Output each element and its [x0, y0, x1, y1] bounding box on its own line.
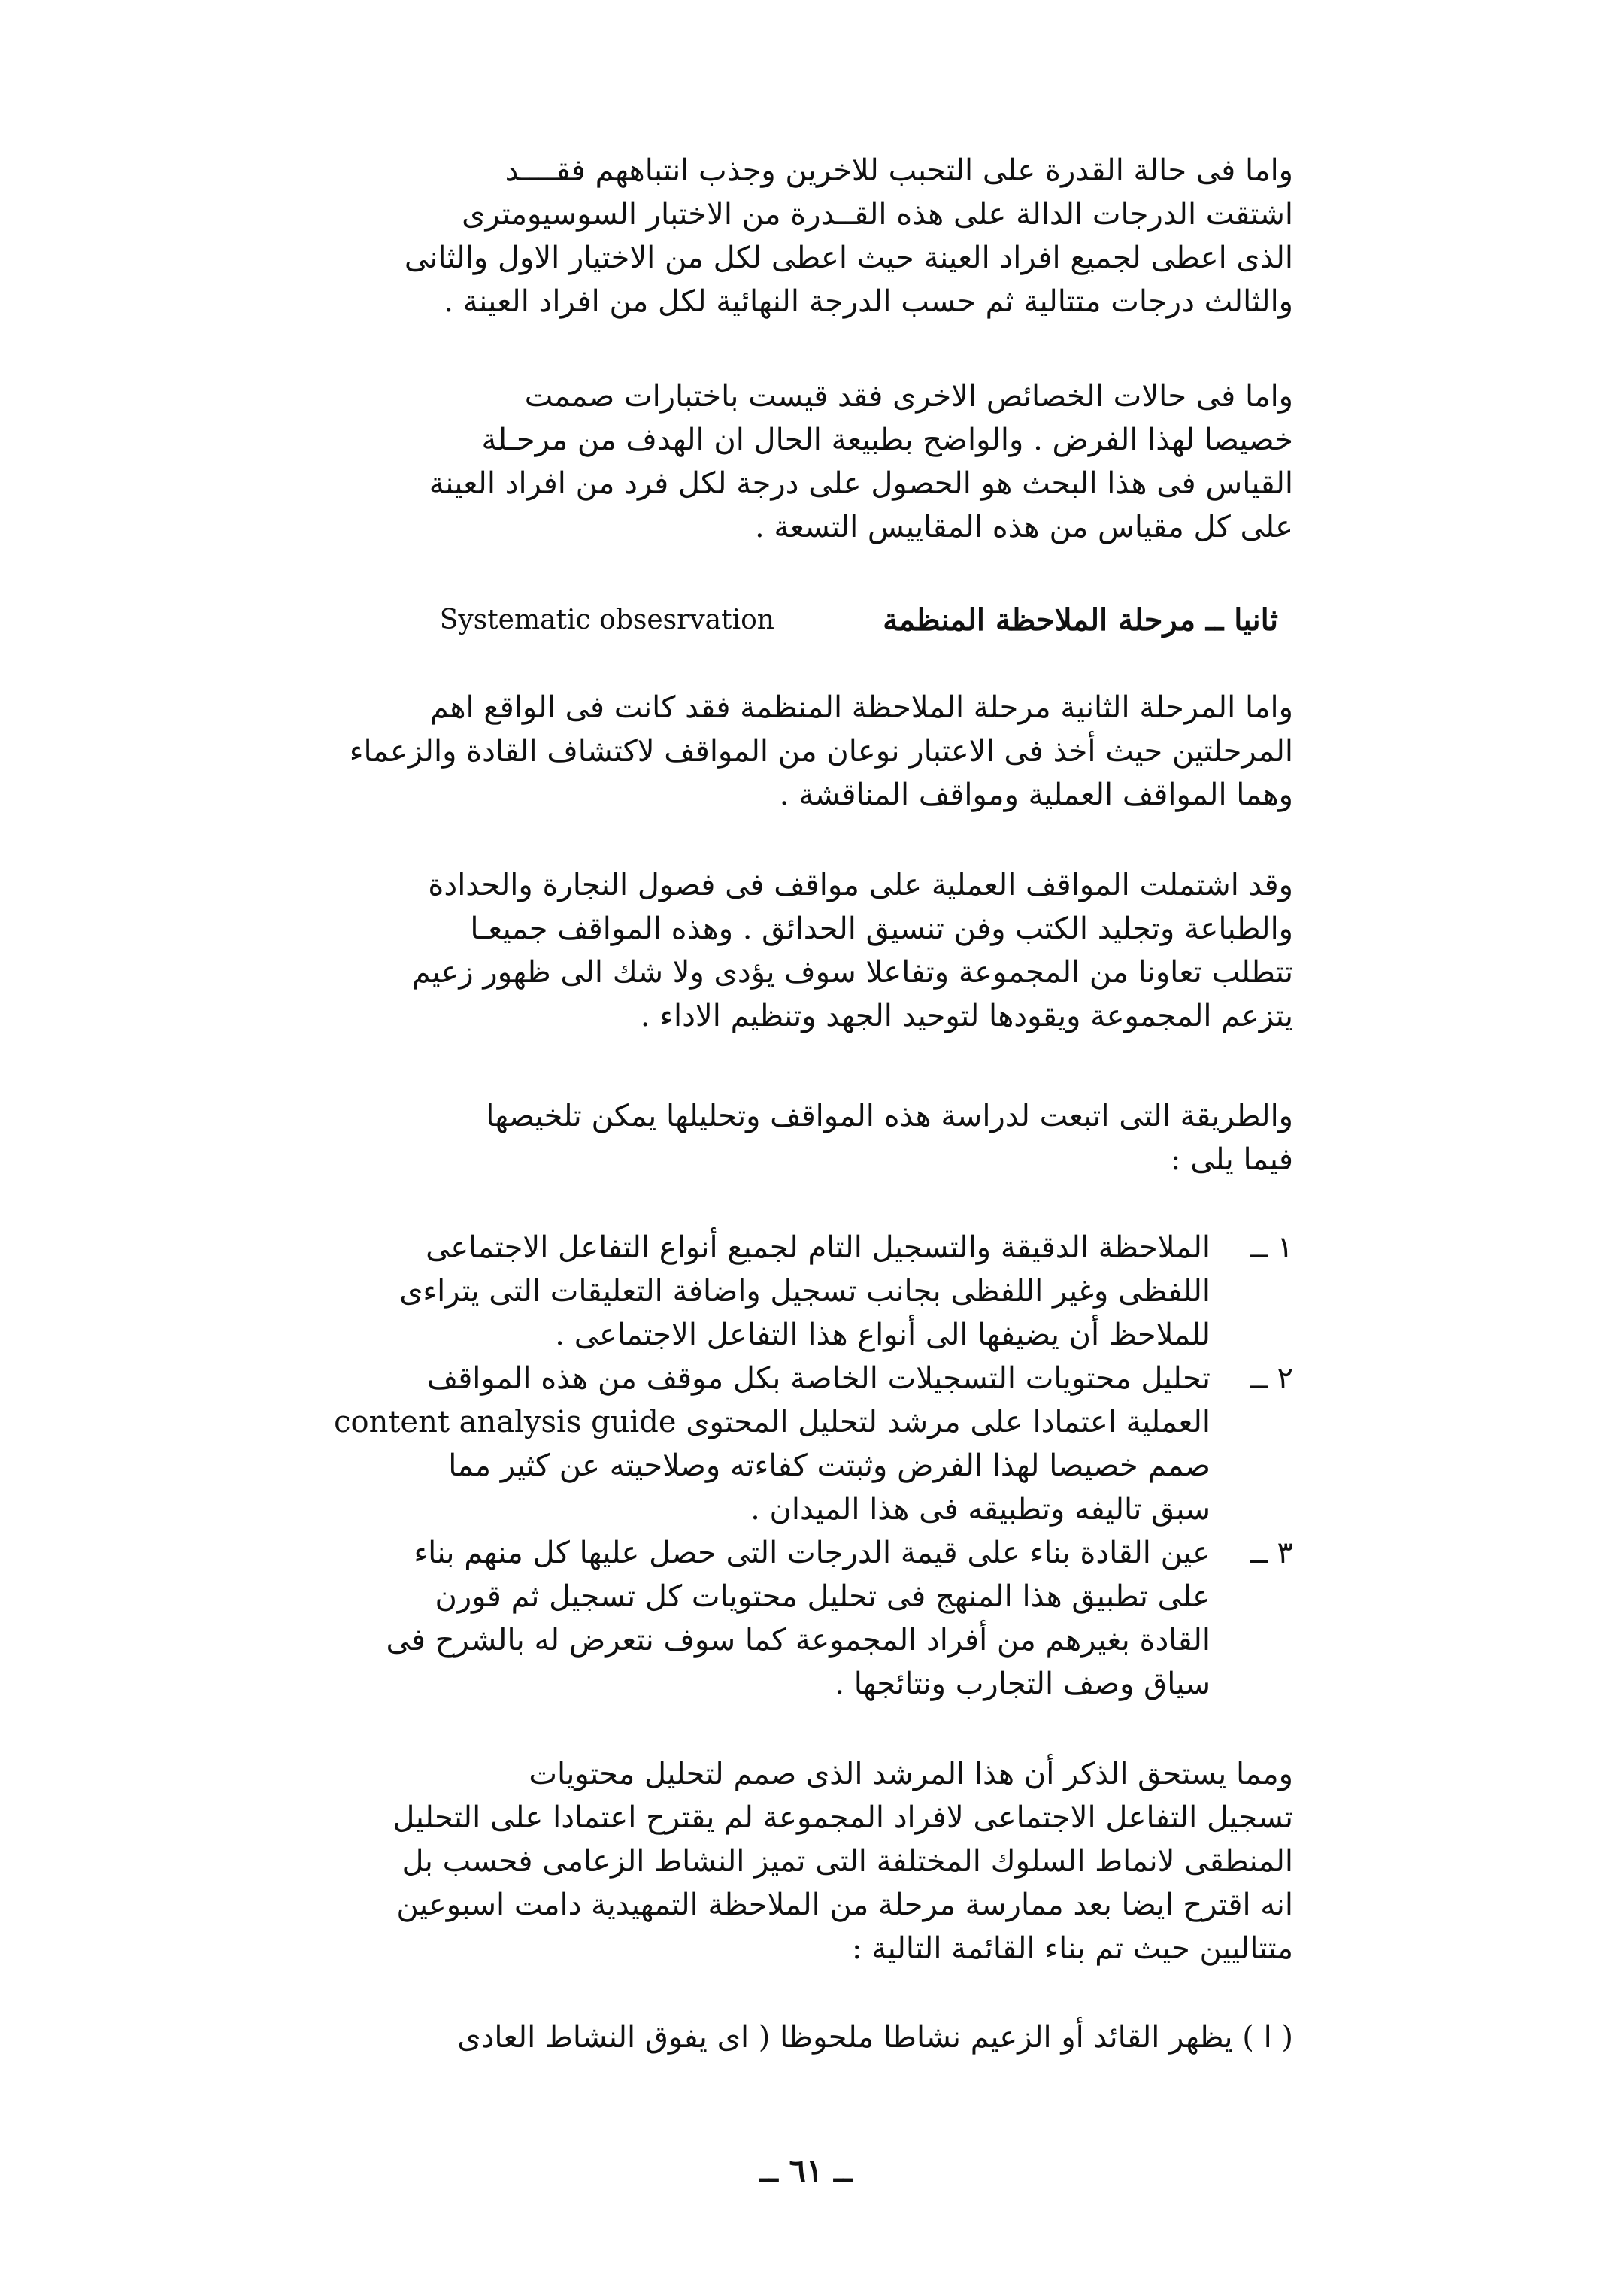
- text-line: تسجيل التفاعل الاجتماعى لافراد المجموعة لم يقترح اعتمادا على التحليل: [392, 1800, 1293, 1835]
- paragraph-2: [271, 375, 1293, 549]
- text-line: على تطبيق هذا المنهج فى تحليل محتويات كل تسجيل ثم قورن: [435, 1579, 1211, 1614]
- text-line: صمم خصيصا لهذا الفرض وثبتت كفاءته وصلاحيته عن كثير مما: [448, 1448, 1211, 1483]
- paragraph-1: [271, 149, 1293, 323]
- text-line: واما المرحلة الثانية مرحلة الملاحظة المنظمة فقد كانت فى الواقع اهم: [429, 690, 1293, 725]
- text-line: خصيصا لهذا الفرض . والواضح بطبيعة الحال ان الهدف من مرحـلة: [481, 423, 1293, 457]
- text-line: والطباعة وتجليد الكتب وفن تنسيق الحدائق . وهذه المواقف جميعـا: [470, 911, 1293, 946]
- paragraph-6: [271, 1752, 1293, 1970]
- text-line: على كل مقياس من هذه المقاييس التسعة .: [754, 510, 1293, 544]
- page-number: ــ ٦١ ــ: [759, 2152, 853, 2189]
- text-line: سياق وصف التجارب ونتائجها .: [835, 1667, 1211, 1701]
- text-line: واما فى حالات الخصائص الاخرى فقد قيست باختبارات صممت: [524, 379, 1293, 414]
- text-line: الذى اعطى لجميع افراد العينة حيث اعطى لكل من الاختيار الاول والثانى: [404, 241, 1293, 275]
- text-line: القادة بغيرهم من أفراد المجموعة كما سوف نتعرض له بالشرح فى: [386, 1623, 1211, 1658]
- text-line: يتزعم المجموعة ويقودها لتوحيد الجهد وتنظيم الاداء .: [640, 999, 1293, 1033]
- text-line: للملاحظ أن يضيفها الى أنواع هذا التفاعل الاجتماعى .: [555, 1318, 1211, 1352]
- text-line: العملية اعتمادا على مرشد لتحليل المحتوى content analysis guide: [334, 1405, 1211, 1439]
- list-number: ١ ــ: [1250, 1230, 1293, 1265]
- text-line: وهما المواقف العملية ومواقف المناقشة .: [779, 778, 1293, 812]
- text-line: الملاحظة الدقيقة والتسجيل التام لجميع أنواع التفاعل الاجتماعى: [426, 1230, 1211, 1265]
- text-line: تتطلب تعاونا من المجموعة وتفاعلا سوف يؤدى ولا شك الى ظهور زعيم: [411, 955, 1293, 990]
- text-line: المرحلتين حيث أخذ فى الاعتبار نوعان من المواقف لاكتشاف القادة والزعماء: [349, 734, 1293, 769]
- list-item-2: [271, 1357, 1293, 1531]
- text-line: فيما يلى :: [1170, 1142, 1293, 1177]
- text-line: ومما يستحق الذكر أن هذا المرشد الذى صمم لتحليل محتويات: [529, 1757, 1293, 1791]
- paragraph-5: [271, 1094, 1293, 1181]
- text-line: سبق تاليفه وتطبيقه فى هذا الميدان .: [750, 1492, 1211, 1527]
- text-line: وقد اشتملت المواقف العملية على مواقف فى فصول النجارة والحدادة: [428, 868, 1293, 902]
- paragraph-7: [271, 2015, 1293, 2059]
- text-line: والطريقة التى اتبعت لدراسة هذه المواقف وتحليلها يمكن تلخيصها: [486, 1099, 1293, 1133]
- heading-english: Systematic obsesrvation: [439, 605, 774, 635]
- text-line: اشتقت الدرجات الدالة على هذه القــدرة من الاختبار السوسيومترى: [462, 197, 1293, 232]
- list-item-3: [271, 1531, 1293, 1706]
- text-line: القياس فى هذا البحث هو الحصول على درجة لكل فرد من افراد العينة: [429, 466, 1293, 501]
- section-heading: [271, 598, 1293, 643]
- heading-arabic: ثانيا ــ مرحلة الملاحظة المنظمة: [883, 602, 1278, 638]
- text-line: عين القادة بناء على قيمة الدرجات التى حصل عليها كل منهم بناء: [414, 1536, 1211, 1570]
- text-line: والثالث درجات متتالية ثم حسب الدرجة النهائية لكل من افراد العينة .: [444, 284, 1293, 319]
- text-line: متتاليين حيث تم بناء القائمة التالية :: [851, 1931, 1293, 1966]
- paragraph-4: [271, 863, 1293, 1038]
- paragraph-3: [271, 686, 1293, 817]
- list-number: ٢ ــ: [1250, 1361, 1293, 1396]
- text-line: تحليل محتويات التسجيلات الخاصة بكل موقف من هذه المواقف: [426, 1361, 1211, 1396]
- text-line: اللفظى وغير اللفظى بجانب تسجيل واضافة التعليقات التى يتراءى: [399, 1274, 1211, 1309]
- list-number: ٣ ــ: [1250, 1536, 1293, 1570]
- text-line: ( ا ) يظهر القائد أو الزعيم نشاطا ملحوظا ( اى يفوق النشاط العادى: [457, 2020, 1293, 2055]
- text-line: انه اقترح ايضا بعد ممارسة مرحلة من الملاحظة التمهيدية دامت اسبوعين: [396, 1888, 1293, 1922]
- text-line: واما فى حالة القدرة على التحبب للاخرين وجذب انتباههم فقــــد: [505, 153, 1293, 188]
- list-item-1: [271, 1226, 1293, 1357]
- text-line: المنطقى لانماط السلوك المختلفة التى تميز النشاط الزعامى فحسب بل: [401, 1844, 1293, 1879]
